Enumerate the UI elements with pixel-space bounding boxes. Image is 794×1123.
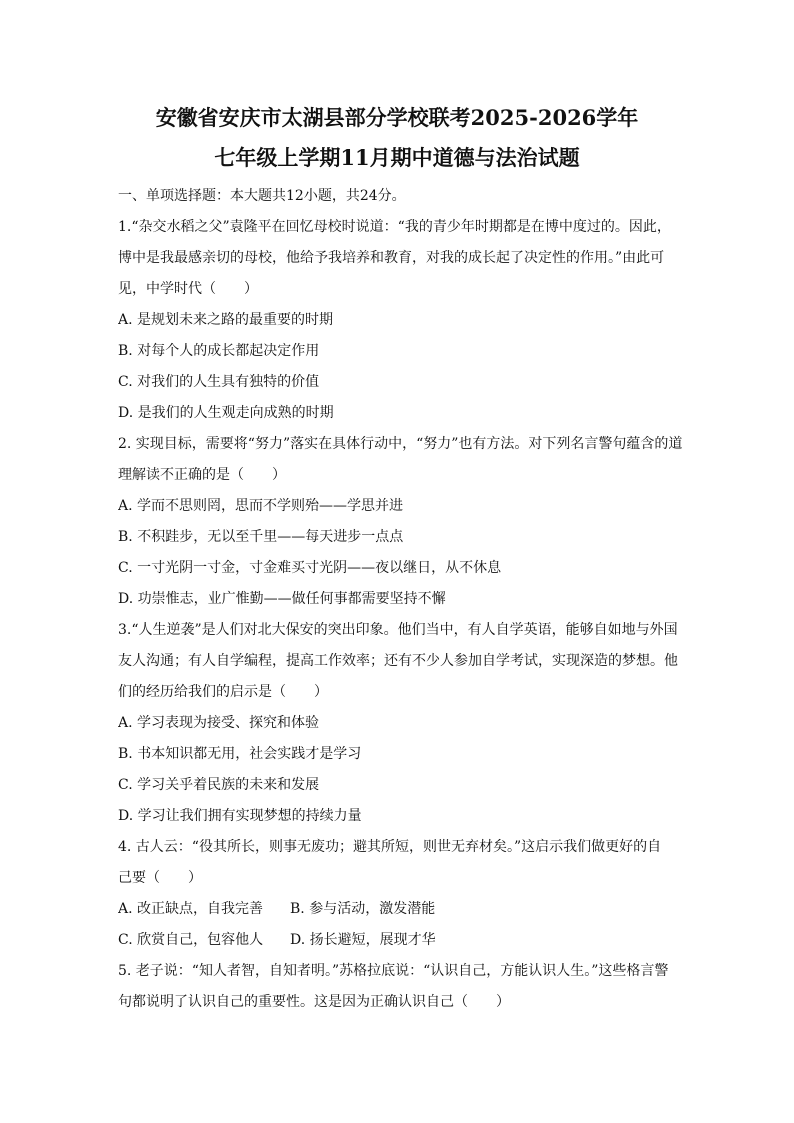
section-heading: 一、单项选择题：本大题共12小题，共24分。: [118, 188, 406, 204]
question-4-option-c: C. 欣赏自己，包容他人: [118, 932, 264, 948]
question-5-stem-line-1: 5. 老子说：“知人者智，自知者明。”苏格拉底说：“认识自己，方能认识人生。”这些格言警: [118, 963, 669, 979]
question-2-stem-line-2: 理解读不正确的是（ ）: [118, 467, 286, 483]
question-3-option-d: D. 学习让我们拥有实现梦想的持续力量: [118, 808, 362, 824]
question-1-stem-line-3: 见，中学时代（ ）: [118, 281, 258, 297]
question-3-option-b: B. 书本知识都无用，社会实践才是学习: [118, 746, 362, 762]
question-4-stem-line-1: 4. 古人云：“役其所长，则事无废功；避其所短，则世无弃材矣。”这启示我们做更好的自: [118, 839, 662, 855]
question-4-stem-line-2: 己要（ ）: [118, 870, 202, 886]
question-1-stem-line-1: 1.“杂交水稻之父”袁隆平在回忆母校时说道：“我的青少年时期都是在博中度过的。因此，: [118, 219, 671, 235]
question-2-option-b: B. 不积跬步，无以至千里——每天进步一点点: [118, 529, 404, 545]
exam-title-line-2: 七年级上学期11月期中道德与法治试题: [214, 145, 580, 170]
question-5-stem-line-2: 句都说明了认识自己的重要性。这是因为正确认识自己（ ）: [118, 994, 510, 1010]
question-3-stem-line-1: 3.“人生逆袭”是人们对北大保安的突出印象。他们当中，有人自学英语，能够自如地与外国: [118, 622, 678, 638]
question-2-option-c: C. 一寸光阴一寸金，寸金难买寸光阴——夜以继日，从不休息: [118, 560, 502, 576]
question-4-option-a: A. 改正缺点，自我完善: [118, 901, 264, 917]
question-3-stem-line-3: 们的经历给我们的启示是（ ）: [118, 684, 328, 700]
question-1-option-a: A. 是规划未来之路的最重要的时期: [118, 312, 334, 328]
question-3-option-c: C. 学习关乎着民族的未来和发展: [118, 777, 320, 793]
question-2-stem-line-1: 2. 实现目标，需要将“努力”落实在具体行动中，“努力”也有方法。对下列名言警句蕴含的道: [118, 436, 683, 452]
question-4-option-d: D. 扬长避短，展现才华: [290, 932, 436, 948]
question-3-option-a: A. 学习表现为接受、探究和体验: [118, 715, 320, 731]
question-1-option-b: B. 对每个人的成长都起决定作用: [118, 343, 320, 359]
question-3-stem-line-2: 友人沟通；有人自学编程，提高工作效率；还有不少人参加自学考试，实现深造的梦想。他: [118, 653, 678, 669]
question-1-option-c: C. 对我们的人生具有独特的价值: [118, 374, 320, 390]
question-2-option-a: A. 学而不思则罔，思而不学则殆——学思并进: [118, 498, 404, 514]
question-4-options-row-2: [118, 930, 684, 950]
question-4-options-row-1: [118, 899, 684, 919]
question-4-option-b: B. 参与活动，激发潜能: [290, 901, 436, 917]
question-1-stem-line-2: 博中是我最感亲切的母校，他给予我培养和教育，对我的成长起了决定性的作用。”由此可: [118, 250, 665, 266]
exam-title-line-1: 安徽省安庆市太湖县部分学校联考2025-2026学年: [155, 105, 639, 130]
question-1-option-d: D. 是我们的人生观走向成熟的时期: [118, 405, 334, 421]
question-2-option-d: D. 功崇惟志，业广惟勤——做任何事都需要坚持不懈: [118, 591, 446, 607]
